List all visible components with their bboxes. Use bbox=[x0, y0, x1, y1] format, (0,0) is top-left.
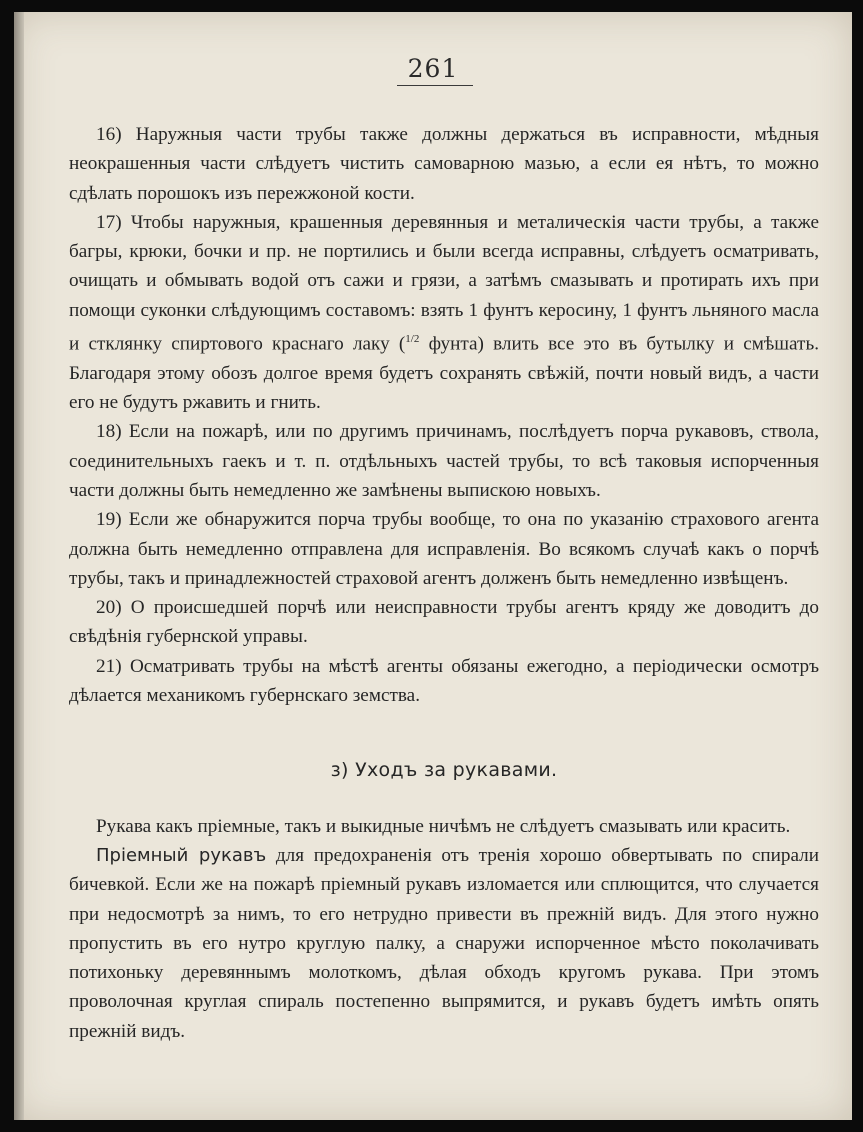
page-body bbox=[69, 120, 819, 1046]
paragraph-19: 19) Если же обнаружится порча трубы вообще, то она по указанію страхового агента должна быть немедленно отправлена для исправленія. Во всякомъ случаѣ какъ о порчѣ трубы, такъ и принадлежностей страховой агентъ долженъ быть немедленно извѣщенъ. bbox=[69, 509, 819, 589]
paragraph-16: 16) Наружныя части трубы также должны держаться въ исправности, мѣдныя неокрашенныя части слѣдуетъ чистить самоварною мазью, а если ея нѣтъ, то можно сдѣлать порошокъ изъ пережжоной кости. bbox=[69, 124, 819, 204]
paragraph-17 bbox=[69, 208, 819, 417]
section-paragraph-2-text: для предохраненія отъ тренія хорошо обвертывать по спирали бичевкой. Если же на пожарѣ пріемный рукавъ изломается или сплющится, что случается при недосмотрѣ за нимъ, то его нетрудно привести въ прежній видъ. Для этого нужно пропустить въ его нутро круглую палку, а снаружи испорченное мѣсто поколачивать потихоньку деревяннымъ молоткомъ, дѣлая обходъ кругомъ рукава. При этомъ проволочная круглая спираль постепенно выпрямится, и рукавъ будетъ имѣть опять прежній видъ. bbox=[69, 844, 819, 1042]
book-page bbox=[14, 12, 852, 1120]
paragraph-17-text: 17) Чтобы наружныя, крашенныя деревянныя и металическія части трубы, а также багры, крюки, бочки и пр. не портились и были всегда исправны, слѣдуетъ осматривать, очищать и обмывать водой отъ сажи и грязи, а затѣмъ смазывать и протирать ихъ при помощи суконки слѣдующимъ составомъ: взять 1 фунтъ керосину, 1 фунтъ льняного масла и стклянку спиртового краснаго лаку ( bbox=[69, 211, 819, 355]
paragraph-21: 21) Осматривать трубы на мѣстѣ агенты обязаны ежегодно, а періодически осмотръ дѣлается механикомъ губернскаго земства. bbox=[69, 655, 819, 707]
paragraph-17-fraction: 1/2 bbox=[405, 333, 420, 346]
paragraph-18: 18) Если на пожарѣ, или по другимъ причинамъ, послѣдуетъ порча рукавовъ, ствола, соединительныхъ гаекъ и т. п. отдѣльныхъ частей трубы, то всѣ таковыя испорченныя части должны быть немедленно же замѣнены выпискою новыхъ. bbox=[69, 421, 819, 501]
page-number-underline bbox=[397, 85, 473, 86]
section-paragraph-1: Рукава какъ пріемные, такъ и выкидные ничѣмъ не слѣдуетъ смазывать или красить. bbox=[96, 815, 791, 837]
paragraph-20: 20) О происшедшей порчѣ или неисправности трубы агентъ кряду же доводитъ до свѣдѣнія губернской управы. bbox=[69, 597, 819, 648]
section-paragraph-2-lead: Пріемный рукавъ bbox=[96, 844, 267, 866]
page-number: 261 bbox=[407, 54, 459, 83]
section-title: з) Уходъ за рукавами. bbox=[330, 759, 558, 782]
paragraph-17-text-rest: фунта) влить все это въ бутылку и смѣшать. Благодаря этому обозъ долгое время будетъ сохранять свѣжій, почти новый видъ, а части его не будутъ ржавить и гнить. bbox=[69, 333, 819, 414]
page-spine-shadow bbox=[14, 12, 24, 1120]
section-paragraph-2 bbox=[69, 841, 819, 1046]
